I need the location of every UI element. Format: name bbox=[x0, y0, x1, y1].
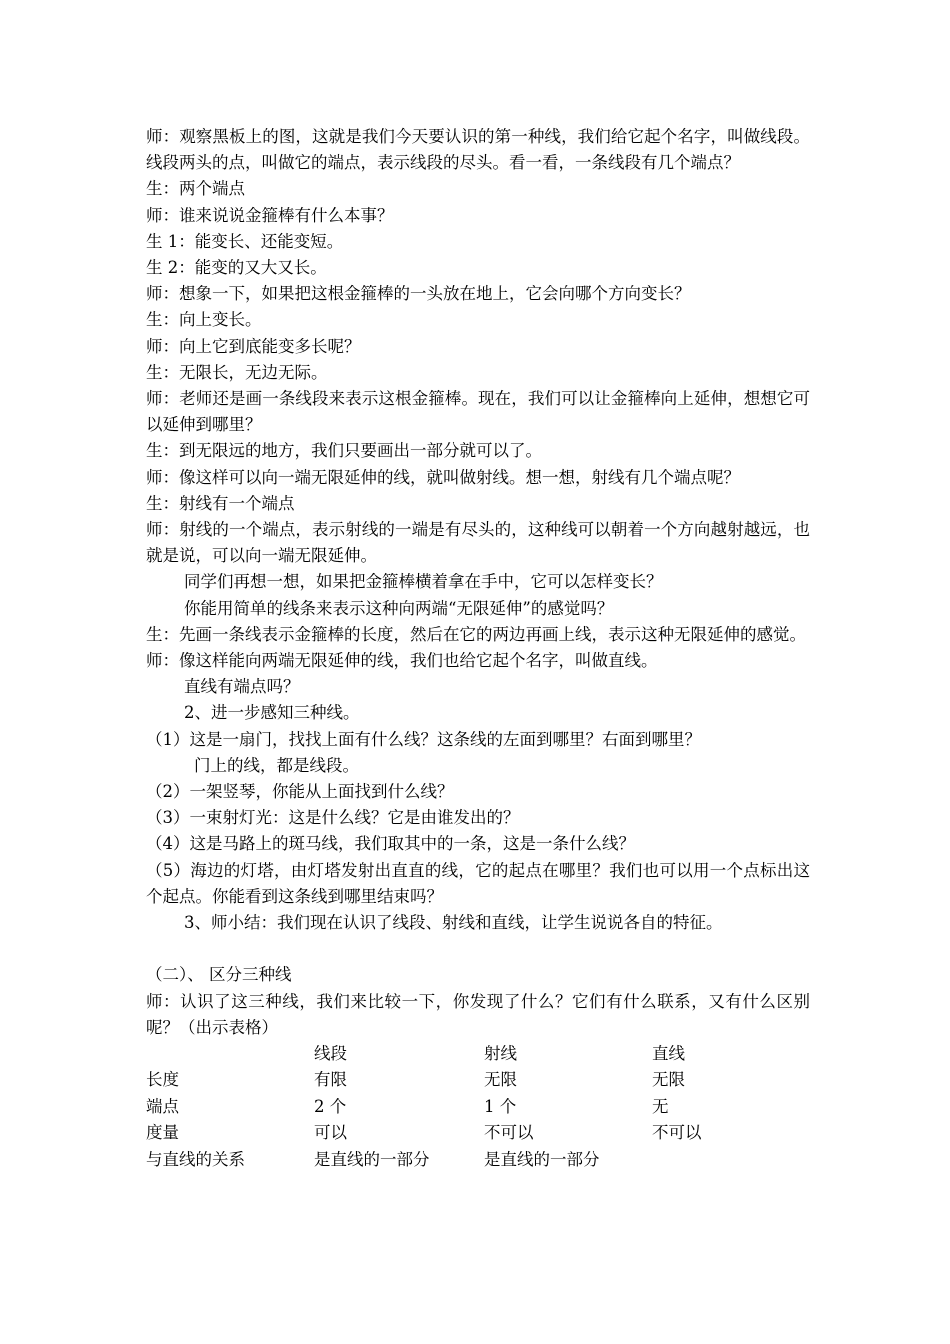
table-cell: 可以 bbox=[314, 1123, 347, 1143]
paragraph-step-2: 2、进一步感知三种线。 bbox=[184, 703, 360, 723]
paragraph-student-1: 生 1：能变长、还能变短。 bbox=[146, 231, 344, 251]
table-row bbox=[146, 1147, 810, 1174]
blank-line bbox=[146, 936, 810, 962]
table-header-cell: 射线 bbox=[484, 1043, 517, 1063]
paragraph-student-infinitely-far: 生：到无限远的地方，我们只要画出一部分就可以了。 bbox=[146, 441, 542, 461]
section-heading-compare: （二）、 区分三种线 bbox=[146, 965, 292, 985]
paragraph-teacher-extend: 师：老师还是画一条线段来表示这根金箍棒。现在，我们可以让金箍棒向上延伸，想想它可以延伸到哪里？ bbox=[146, 389, 810, 435]
table-cell: 无限 bbox=[652, 1070, 685, 1090]
table-header-cell: 线段 bbox=[314, 1043, 347, 1063]
table-cell: 是直线的一部分 bbox=[484, 1149, 600, 1169]
table-cell: 无 bbox=[652, 1096, 669, 1116]
table-cell: 有限 bbox=[314, 1070, 347, 1090]
paragraph-student-infinite: 生：无限长，无边无际。 bbox=[146, 362, 328, 382]
paragraph-step-3-summary: 3、师小结：我们现在认识了线段、射线和直线，让学生说说各自的特征。 bbox=[184, 913, 723, 933]
paragraph-item-2: （2）一架竖琴，你能从上面找到什么线？ bbox=[146, 782, 454, 802]
paragraph-teacher-ray-explain: 师：射线的一个端点，表示射线的一端是有尽头的，这种线可以朝着一个方向越射越远，也就是说，可以向一端无限延伸。 bbox=[146, 520, 810, 566]
paragraph-teacher-how-long: 师：向上它到底能变多长呢？ bbox=[146, 336, 361, 356]
table-row bbox=[146, 1120, 810, 1147]
table-cell bbox=[652, 1147, 810, 1174]
paragraph-student-upward: 生：向上变长。 bbox=[146, 310, 262, 330]
paragraph-teacher-straight-line: 师：像这样能向两端无限延伸的线，我们也给它起个名字，叫做直线。 bbox=[146, 651, 658, 671]
paragraph-teacher-ray: 师：像这样可以向一端无限延伸的线，就叫做射线。想一想，射线有几个端点呢？ bbox=[146, 467, 740, 487]
paragraph-item-5: （5）海边的灯塔，由灯塔发射出直直的线，它的起点在哪里？我们也可以用一个点标出这个起点。你能看到这条线到哪里结束吗？ bbox=[146, 860, 810, 906]
table-cell: 与直线的关系 bbox=[146, 1149, 245, 1169]
paragraph-line-endpoint-question: 直线有端点吗？ bbox=[184, 677, 300, 697]
table-cell: 度量 bbox=[146, 1123, 179, 1143]
table-cell: 不可以 bbox=[484, 1123, 534, 1143]
paragraph-door-lines: 门上的线，都是线段。 bbox=[194, 755, 359, 775]
table-header-cell bbox=[146, 1041, 314, 1068]
paragraph-item-1: （1）这是一扇门，找找上面有什么线？这条线的左面到哪里？右面到哪里？ bbox=[146, 729, 701, 749]
table-cell: 1 个 bbox=[484, 1096, 517, 1116]
paragraph-teacher-staff-ability: 师：谁来说说金箍棒有什么本事？ bbox=[146, 205, 394, 225]
paragraph-student-draw: 生：先画一条线表示金箍棒的长度，然后在它的两边再画上线，表示这种无限延伸的感觉。 bbox=[146, 624, 806, 644]
table-cell: 2 个 bbox=[314, 1096, 347, 1116]
table-cell: 无限 bbox=[484, 1070, 517, 1090]
document-page bbox=[146, 124, 810, 1173]
paragraph-compare-intro: 师：认识了这三种线，我们来比较一下，你发现了什么？它们有什么联系，又有什么区别呢？（出示表格） bbox=[146, 991, 810, 1037]
table-cell: 端点 bbox=[146, 1096, 179, 1116]
paragraph-think-again: 同学们再想一想，如果把金箍棒横着拿在手中，它可以怎样变长？ bbox=[184, 572, 663, 592]
paragraph-student-2: 生 2：能变的又大又长。 bbox=[146, 258, 327, 278]
paragraph-simple-lines: 你能用简单的线条来表示这种向两端“无限延伸”的感觉吗？ bbox=[184, 598, 614, 618]
paragraph-teacher-imagine: 师：想象一下，如果把这根金箍棒的一头放在地上，它会向哪个方向变长？ bbox=[146, 284, 691, 304]
paragraph-student-ray-endpoint: 生：射线有一个端点 bbox=[146, 493, 295, 513]
table-header-cell: 直线 bbox=[652, 1043, 685, 1063]
paragraph-teacher-line-segment: 师：观察黑板上的图，这就是我们今天要认识的第一种线，我们给它起个名字，叫做线段。线段两头的点，叫做它的端点，表示线段的尽头。看一看，一条线段有几个端点？ bbox=[146, 127, 810, 173]
table-header-row bbox=[146, 1041, 810, 1068]
table-cell: 长度 bbox=[146, 1070, 179, 1090]
table-row bbox=[146, 1067, 810, 1094]
paragraph-student-two-endpoints: 生：两个端点 bbox=[146, 179, 245, 199]
table-cell: 是直线的一部分 bbox=[314, 1149, 430, 1169]
table-cell: 不可以 bbox=[652, 1123, 702, 1143]
paragraph-item-4: （4）这是马路上的斑马线，我们取其中的一条，这是一条什么线？ bbox=[146, 834, 635, 854]
comparison-table bbox=[146, 1041, 810, 1174]
table-row bbox=[146, 1094, 810, 1121]
paragraph-item-3: （3）一束射灯光：这是什么线？它是由谁发出的？ bbox=[146, 808, 520, 828]
